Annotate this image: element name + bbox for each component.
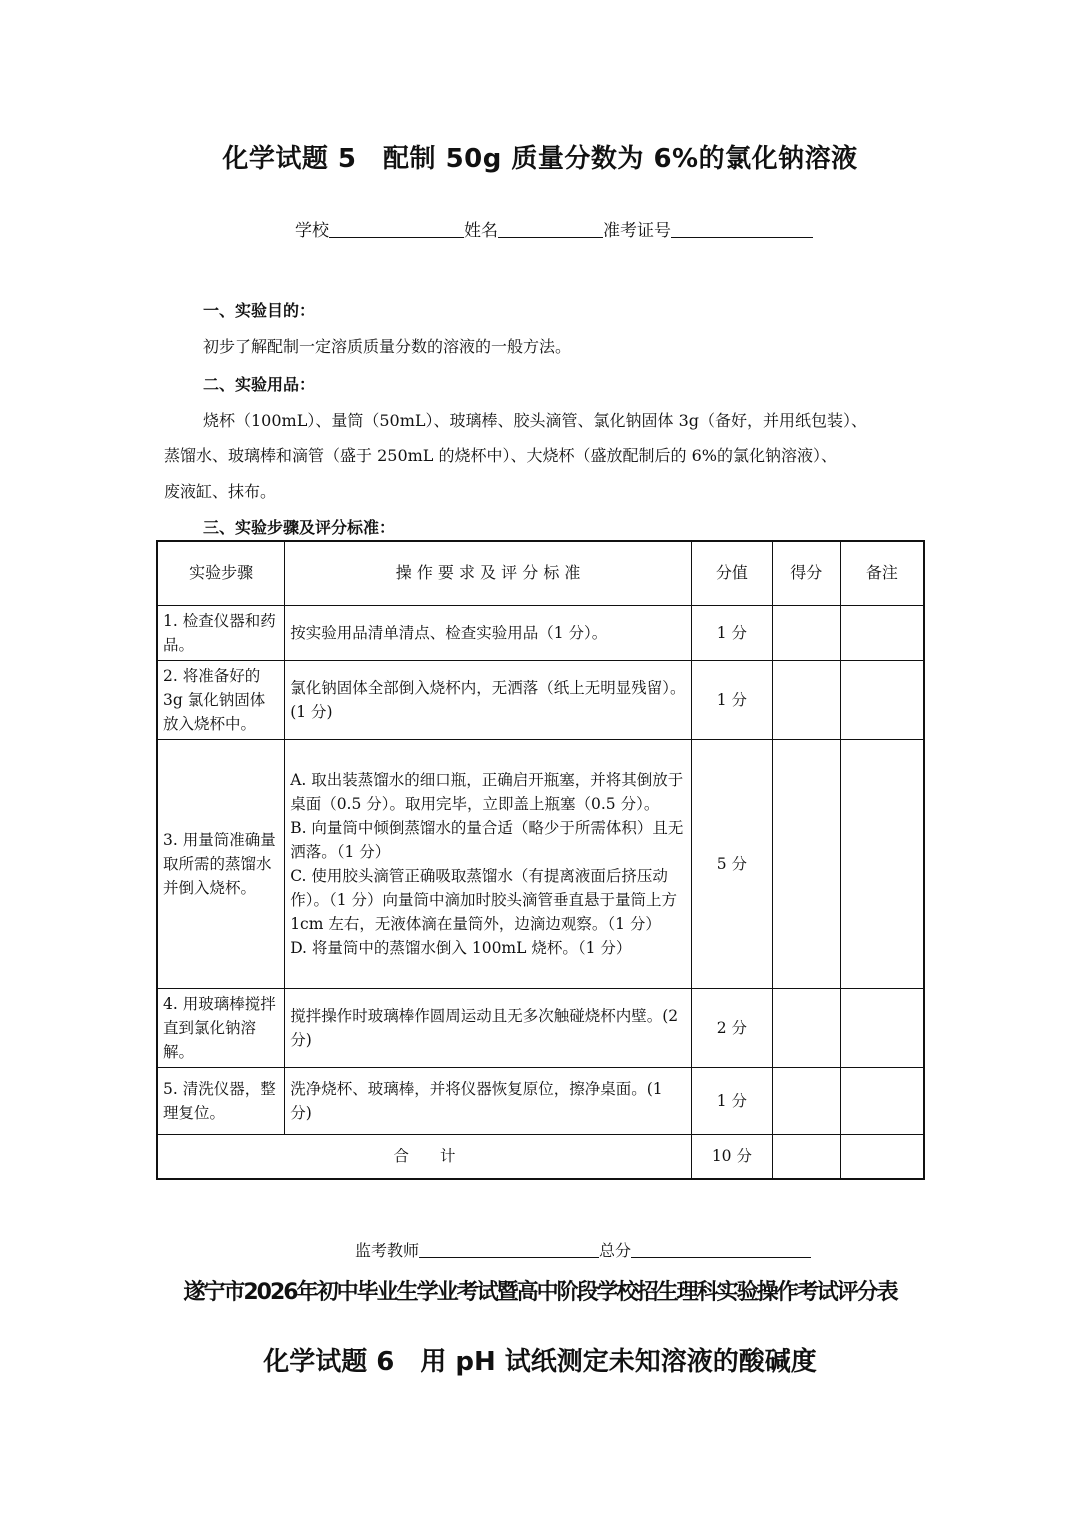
total-score-field[interactable] <box>631 1241 811 1258</box>
requirement-item-b: B. 向量筒中倾倒蒸馏水的量合适（略少于所需体积）且无洒落。（1 分） <box>290 818 684 861</box>
notes-cell[interactable] <box>840 1067 924 1134</box>
table-total-row <box>157 1134 924 1179</box>
score-cell[interactable] <box>772 988 840 1067</box>
score-cell[interactable] <box>772 605 840 660</box>
requirement-cell: 氯化钠固体全部倒入烧杯内，无洒落（纸上无明显残留）。(1 分) <box>285 660 692 739</box>
requirement-item-d: D. 将量筒中的蒸馏水倒入 100mL 烧杯。（1 分） <box>290 938 632 957</box>
requirement-item-a: A. 取出装蒸馏水的细口瓶，正确启开瓶塞，并将其倒放于桌面（0.5 分）。取用完毕，立即盖上瓶塞（0.5 分）。 <box>290 770 684 813</box>
notes-cell[interactable] <box>840 605 924 660</box>
page-title: 化学试题 5 配制 50g 质量分数为 6%的氯化钠溶液 <box>222 144 858 174</box>
section-steps-heading: 三、实验步骤及评分标准： <box>203 518 396 537</box>
notes-cell[interactable] <box>840 988 924 1067</box>
total-label: 合 计 <box>157 1134 691 1179</box>
table-row <box>157 988 924 1067</box>
table-row <box>157 660 924 739</box>
name-label: 姓名 <box>464 221 498 241</box>
proctor-field[interactable] <box>419 1241 599 1258</box>
score-cell[interactable] <box>772 1067 840 1134</box>
points-cell: 1 分 <box>691 660 772 739</box>
proctor-label: 监考教师 <box>355 1241 420 1260</box>
section-purpose-heading: 一、实验目的： <box>203 301 316 320</box>
header-requirement: 操 作 要 求 及 评 分 标 准 <box>285 541 692 605</box>
name-field[interactable] <box>498 221 603 238</box>
total-score-label: 总分 <box>599 1241 632 1260</box>
materials-line: 烧杯（100mL）、量筒（50mL）、玻璃棒、胶头滴管、氯化钠固体 3g（备好，并用纸包装）、 <box>203 411 868 430</box>
total-score-cell[interactable] <box>772 1134 840 1179</box>
notes-cell[interactable] <box>840 739 924 988</box>
score-cell[interactable] <box>772 660 840 739</box>
requirement-cell: 按实验用品清单清点、检查实验用品（1 分）。 <box>285 605 692 660</box>
step-cell: 4. 用玻璃棒搅拌直到氯化钠溶解。 <box>157 988 285 1067</box>
school-field[interactable] <box>329 221 464 238</box>
table-row <box>157 1067 924 1134</box>
step-cell: 5. 清洗仪器，整理复位。 <box>157 1067 285 1134</box>
header-notes: 备注 <box>840 541 924 605</box>
requirement-cell: 洗净烧杯、玻璃棒，并将仪器恢复原位，擦净桌面。(1 分) <box>285 1067 692 1134</box>
school-label: 学校 <box>295 221 329 241</box>
exam-id-field[interactable] <box>671 221 813 238</box>
scoring-table <box>156 540 925 1180</box>
step-cell: 3. 用量筒准确量取所需的蒸馏水并倒入烧杯。 <box>157 739 285 988</box>
score-cell[interactable] <box>772 739 840 988</box>
notes-cell[interactable] <box>840 660 924 739</box>
points-cell: 5 分 <box>691 739 772 988</box>
points-cell: 1 分 <box>691 605 772 660</box>
points-cell: 1 分 <box>691 1067 772 1134</box>
section-purpose-text: 初步了解配制一定溶质质量分数的溶液的一般方法。 <box>203 337 572 356</box>
exam-banner: 遂宁市2026年初中毕业生学业考试暨高中阶段学校招生理科实验操作考试评分表 <box>183 1280 897 1305</box>
header-score: 得分 <box>772 541 840 605</box>
requirement-cell <box>285 739 692 988</box>
table-row <box>157 739 924 988</box>
header-step: 实验步骤 <box>157 541 285 605</box>
step-cell: 1. 检查仪器和药品。 <box>157 605 285 660</box>
step-cell: 2. 将准备好的 3g 氯化钠固体放入烧杯中。 <box>157 660 285 739</box>
next-page-title: 化学试题 6 用 pH 试纸测定未知溶液的酸碱度 <box>263 1347 817 1377</box>
table-header-row <box>157 541 924 605</box>
signature-line <box>355 1238 811 1261</box>
exam-id-label: 准考证号 <box>603 221 671 241</box>
total-points: 10 分 <box>691 1134 772 1179</box>
total-notes-cell[interactable] <box>840 1134 924 1179</box>
materials-line: 废液缸、抹布。 <box>164 482 277 501</box>
requirement-cell: 搅拌操作时玻璃棒作圆周运动且无多次触碰烧杯内壁。(2 分) <box>285 988 692 1067</box>
materials-line: 蒸馏水、玻璃棒和滴管（盛于 250mL 的烧杯中）、大烧杯（盛放配制后的 6%的氯化钠溶液）、 <box>164 446 837 465</box>
student-info-line <box>295 216 813 241</box>
points-cell: 2 分 <box>691 988 772 1067</box>
table-row <box>157 605 924 660</box>
section-materials-heading: 二、实验用品： <box>203 375 316 394</box>
requirement-item-c: C. 使用胶头滴管正确吸取蒸馏水（有提离液面后挤压动作）。（1 分）向量筒中滴加时胶头滴管垂直悬于量筒上方 1cm 左右，无液体滴在量筒外，边滴边观察。（1 分） <box>290 866 677 933</box>
header-points: 分值 <box>691 541 772 605</box>
